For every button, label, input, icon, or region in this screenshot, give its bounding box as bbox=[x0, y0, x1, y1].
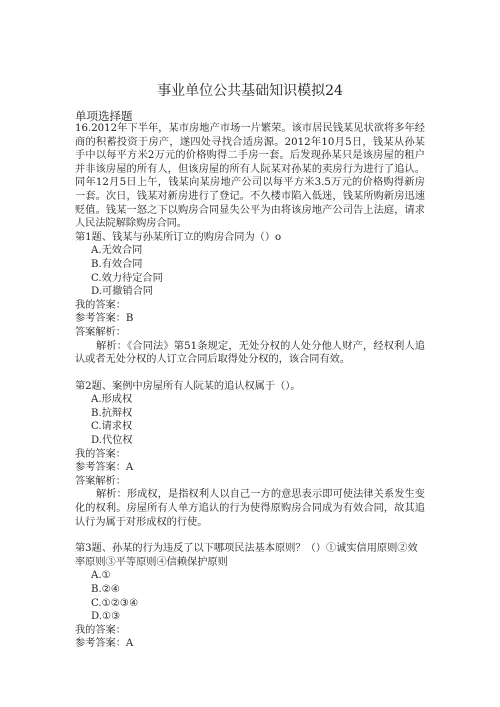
reference-answer: 参考答案：A bbox=[75, 638, 134, 650]
option-b: B.②④ bbox=[91, 584, 120, 595]
option-d: D.①③ bbox=[91, 611, 121, 623]
option-c: C.①②③④ bbox=[91, 597, 139, 609]
question-block bbox=[75, 542, 425, 651]
question-text: 第3题、孙某的行为违反了以下哪项民法基本原则？（）①诚实信用原则②效率原则③平等原则④信赖保护原则 bbox=[75, 543, 418, 568]
my-answer: 我的答案： bbox=[75, 448, 126, 460]
page-title: 事业单位公共基础知识模拟24 bbox=[157, 83, 343, 99]
question-block bbox=[75, 380, 425, 530]
option-d: D.可撤销合同 bbox=[91, 286, 153, 298]
option-b: B.抗辩权 bbox=[91, 407, 133, 419]
analysis-label: 答案解析： bbox=[75, 326, 126, 338]
question-text: 第2题、案例中房屋所有人阮某的追认权属于（）。 bbox=[75, 380, 301, 392]
my-answer: 我的答案： bbox=[75, 299, 126, 311]
option-a: A.形成权 bbox=[91, 394, 133, 406]
analysis-text: 解析：《合同法》第51条规定，无处分权的人处分他人财产，经权利人追认或者无处分权的人订立合同后取得处分权的，该合同有效。 bbox=[75, 340, 425, 366]
question-block bbox=[75, 231, 425, 367]
option-a: A.① bbox=[91, 570, 111, 582]
reference-answer: 参考答案：A bbox=[75, 462, 134, 474]
option-c: C.请求权 bbox=[91, 421, 133, 433]
option-d: D.代位权 bbox=[91, 435, 133, 447]
question-text: 第1题、钱某与孙某所订立的购房合同为（）o bbox=[75, 231, 282, 243]
option-c: C.效力待定合同 bbox=[91, 272, 163, 284]
analysis-text: 解析：形成权，是指权利人以自己一方的意思表示即可使法律关系发生变化的权利。房屋所有人单方追认的行为使得原购房合同成为有效合同，故其追认行为属于对形成权的行使。 bbox=[75, 489, 425, 528]
option-a: A.无效合同 bbox=[91, 245, 143, 257]
document-content bbox=[75, 122, 425, 651]
analysis-label: 答案解析： bbox=[75, 475, 126, 487]
section-heading: 单项选择题 bbox=[75, 109, 133, 123]
case-passage: 16.2012年下半年，某市房地产市场一片繁荣。该市居民钱某见状欲将多年经商的积蓄投资于房产，遂四处寻找合适房源。2012年10月5日，钱某从孙某手中以每平方米2万元的价格购得二手房一套。后发现孙某只是该房屋的租户并非该房屋的所有人，但该房屋的所有人阮某对孙某的卖房行为进行了追认。同年12月5日上午，钱某向某房地产公司以每平方米3.5万元的价格购得新房一套。次日，钱某对新房进行了登记。不久楼市陷入低迷，钱某所购新房迅速贬值。钱某一怒之下以购房合同显失公平为由将该房地产公司告上法庭，请求人民法院解除购房合同。 bbox=[75, 123, 425, 230]
option-b: B.有效合同 bbox=[91, 258, 143, 270]
my-answer: 我的答案： bbox=[75, 624, 126, 636]
reference-answer: 参考答案：B bbox=[75, 313, 134, 325]
